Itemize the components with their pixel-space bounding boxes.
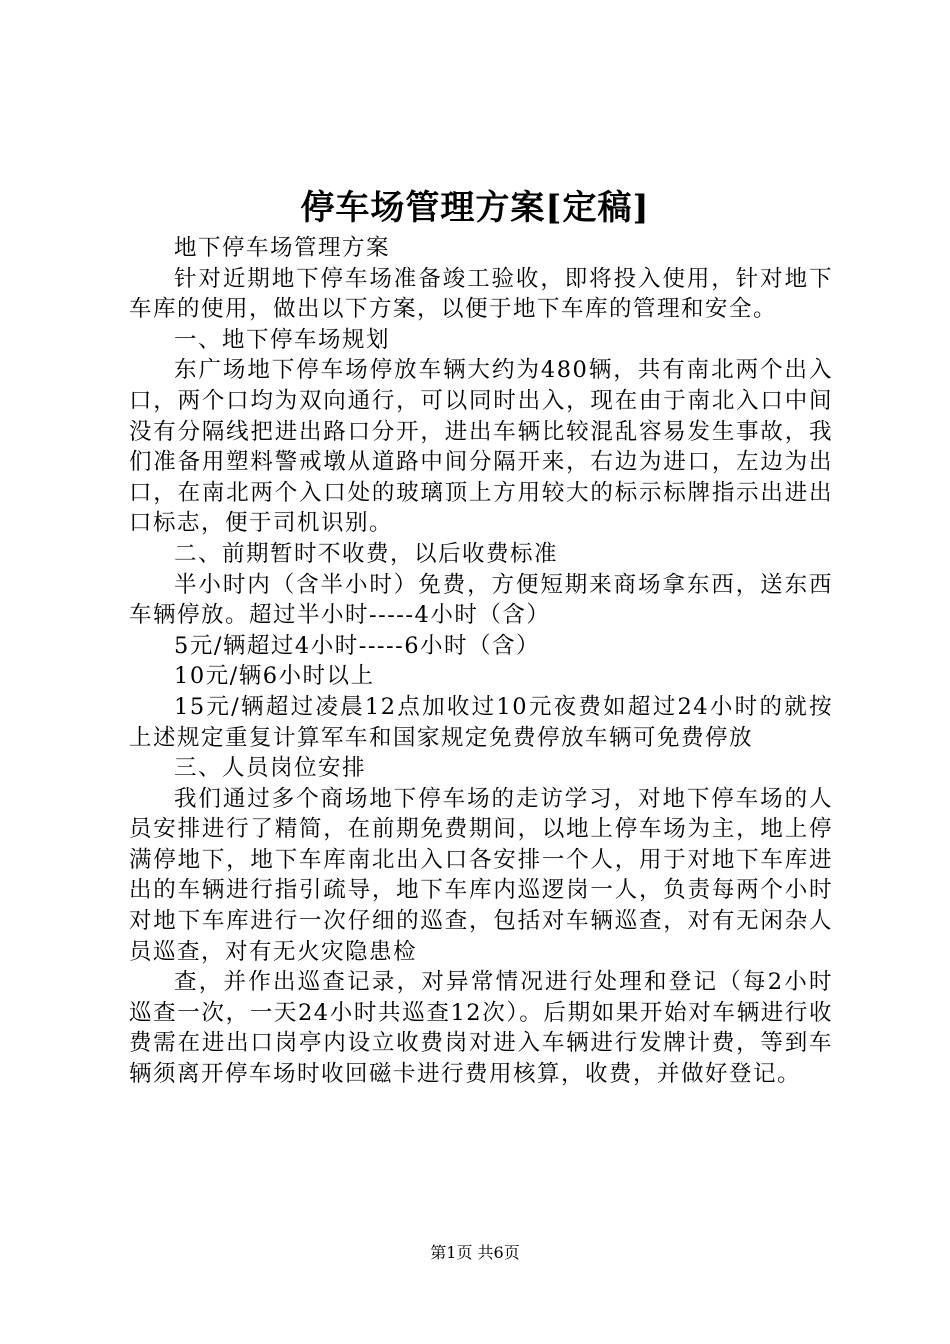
planning-paragraph: 东广场地下停车场停放车辆大约为480辆，共有南北两个出入口，两个口均为双向通行，可以同时出入，现在由于南北入口中间没有分隔线把进出路口分开，进出车辆比较混乱容易发生事故，我们准备用塑料警戒墩从道路中间分隔开来，右边为进口，左边为出口，在南北两个入口处的玻璃顶上方用较大的标示标牌指示出进出口标志，便于司机识别。 [129, 357, 833, 537]
section-heading: 地下停车场管理方案 [174, 235, 391, 261]
section-heading-staffing: 三、人员岗位安排 [174, 755, 367, 782]
document-title: 停车场管理方案[定稿] [300, 188, 650, 228]
section-heading-planning: 一、地下停车场规划 [174, 326, 391, 353]
fee-paragraph-2: 5元/辆超过4小时-----6小时（含） [174, 632, 541, 659]
document-body [129, 233, 833, 1090]
fee-paragraph-1: 半小时内（含半小时）免费，方便短期来商场拿东西，送东西车辆停放。超过半小时-----4小时（含） [129, 571, 833, 629]
section-heading-fees: 二、前期暂时不收费，以后收费标准 [174, 540, 559, 567]
intro-paragraph: 针对近期地下停车场准备竣工验收，即将投入使用，针对地下车库的使用，做出以下方案，以便于地下车库的管理和安全。 [129, 265, 833, 323]
page-footer: 第1页 共6页 [430, 1243, 520, 1262]
fee-paragraph-3: 10元/辆6小时以上 [174, 663, 375, 690]
staffing-paragraph-2: 查，并作出巡查记录，对异常情况进行处理和登记（每2小时巡查一次，一天24小时共巡查12次）。后期如果开始对车辆进行收费需在进出口岗亭内设立收费岗对进入车辆进行发牌计费，等到车辆须离开停车场时收回磁卡进行费用核算，收费，并做好登记。 [129, 969, 833, 1088]
staffing-paragraph-1: 我们通过多个商场地下停车场的走访学习，对地下停车场的人员安排进行了精简，在前期免费期间，以地上停车场为主，地上停满停地下，地下车库南北出入口各安排一个人，用于对地下车库进出的车辆进行指引疏导，地下车库内巡逻岗一人，负责每两个小时对地下车库进行一次仔细的巡查，包括对车辆巡查，对有无闲杂人员巡查，对有无火灾隐患检 [129, 785, 833, 965]
fee-paragraph-4: 15元/辆超过凌晨12点加收过10元夜费如超过24小时的就按上述规定重复计算军车和国家规定免费停放车辆可免费停放 [129, 693, 833, 751]
